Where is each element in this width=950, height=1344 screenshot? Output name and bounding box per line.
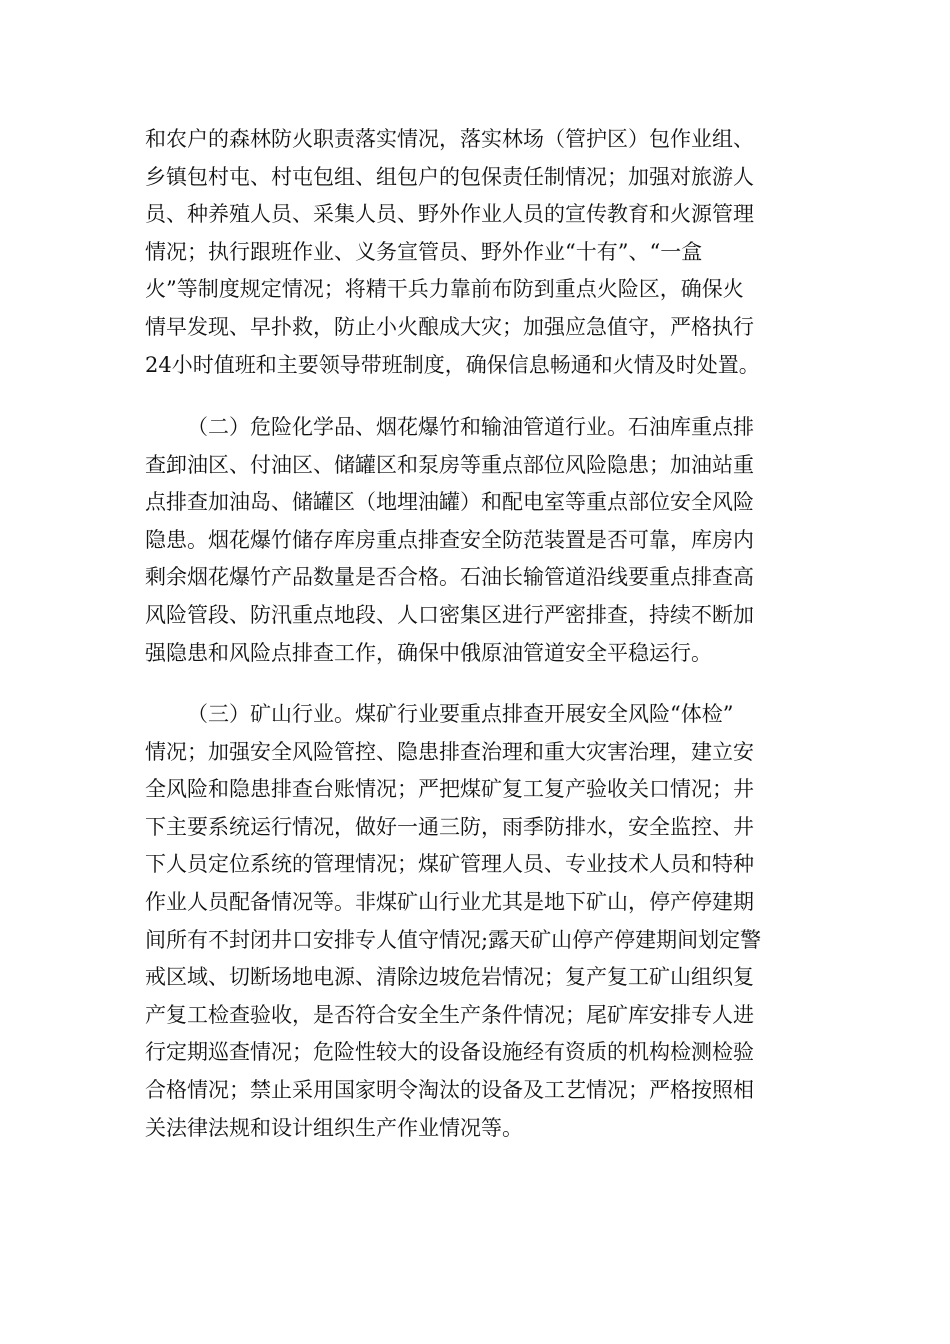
text-line: 火”等制度规定情况；将精干兵力靠前布防到重点火险区，确保火 (145, 277, 744, 302)
text-line: 风险管段、防汛重点地段、人口密集区进行严密排查，持续不断加 (145, 602, 754, 627)
paragraph-forest-fire (145, 121, 815, 384)
text-line: 剩余烟花爆竹产品数量是否合格。石油长输管道沿线要重点排查高 (145, 565, 754, 590)
text-line: 查卸油区、付油区、储罐区和泵房等重点部位风险隐患；加油站重 (145, 452, 754, 477)
paragraph-mining (145, 696, 815, 1147)
text-line: 情况；加强安全风险管控、隐患排查治理和重大灾害治理，建立安 (145, 739, 754, 764)
text-line: 点排查加油岛、储罐区（地埋油罐）和配电室等重点部位安全风险 (145, 490, 754, 515)
text-line: 员、种养殖人员、采集人员、野外作业人员的宣传教育和火源管理 (145, 202, 754, 227)
paragraph-hazardous-chemicals (145, 409, 815, 672)
text-line: 戒区域、切断场地电源、清除边坡危岩情况；复产复工矿山组织复 (145, 965, 754, 990)
text-line: 24小时值班和主要领导带班制度，确保信息畅通和火情及时处置。 (145, 352, 760, 377)
text-line: 行定期巡查情况；危险性较大的设备设施经有资质的机构检测检验 (145, 1040, 754, 1065)
text-line: 情况；执行跟班作业、义务宣管员、野外作业“十有”、“一盒 (145, 239, 703, 264)
text-line: 全风险和隐患排查台账情况；严把煤矿复工复产验收关口情况；井 (145, 777, 754, 802)
text-line: （三）矿山行业。煤矿行业要重点排查开展安全风险“体检” (187, 702, 734, 726)
text-line: 关法律法规和设计组织生产作业情况等。 (145, 1115, 523, 1140)
text-line: 隐患。烟花爆竹储存库房重点排查安全防范装置是否可靠，库房内 (145, 527, 754, 552)
text-line: 强隐患和风险点排查工作，确保中俄原油管道安全平稳运行。 (145, 640, 712, 665)
text-line: 合格情况；禁止采用国家明令淘汰的设备及工艺情况；严格按照相 (145, 1077, 754, 1102)
text-line: 乡镇包村屯、村屯包组、组包户的包保责任制情况；加强对旅游人 (145, 164, 754, 189)
text-line: 和农户的森林防火职责落实情况，落实林场（管护区）包作业组、 (145, 127, 754, 151)
text-line: 下主要系统运行情况，做好一通三防，雨季防排水，安全监控、井 (145, 814, 754, 839)
text-line: （二）危险化学品、烟花爆竹和输油管道行业。石油库重点排 (187, 415, 754, 439)
text-line: 下人员定位系统的管理情况；煤矿管理人员、专业技术人员和特种 (145, 852, 754, 877)
text-line: 产复工检查验收，是否符合安全生产条件情况；尾矿库安排专人进 (145, 1002, 754, 1027)
text-line: 作业人员配备情况等。非煤矿山行业尤其是地下矿山，停产停建期 (145, 889, 754, 914)
text-line: 间所有不封闭井口安排专人值守情况;露天矿山停产停建期间划定警 (145, 927, 762, 952)
text-line: 情早发现、早扑救，防止小火酿成大灾；加强应急值守，严格执行 (145, 314, 754, 339)
